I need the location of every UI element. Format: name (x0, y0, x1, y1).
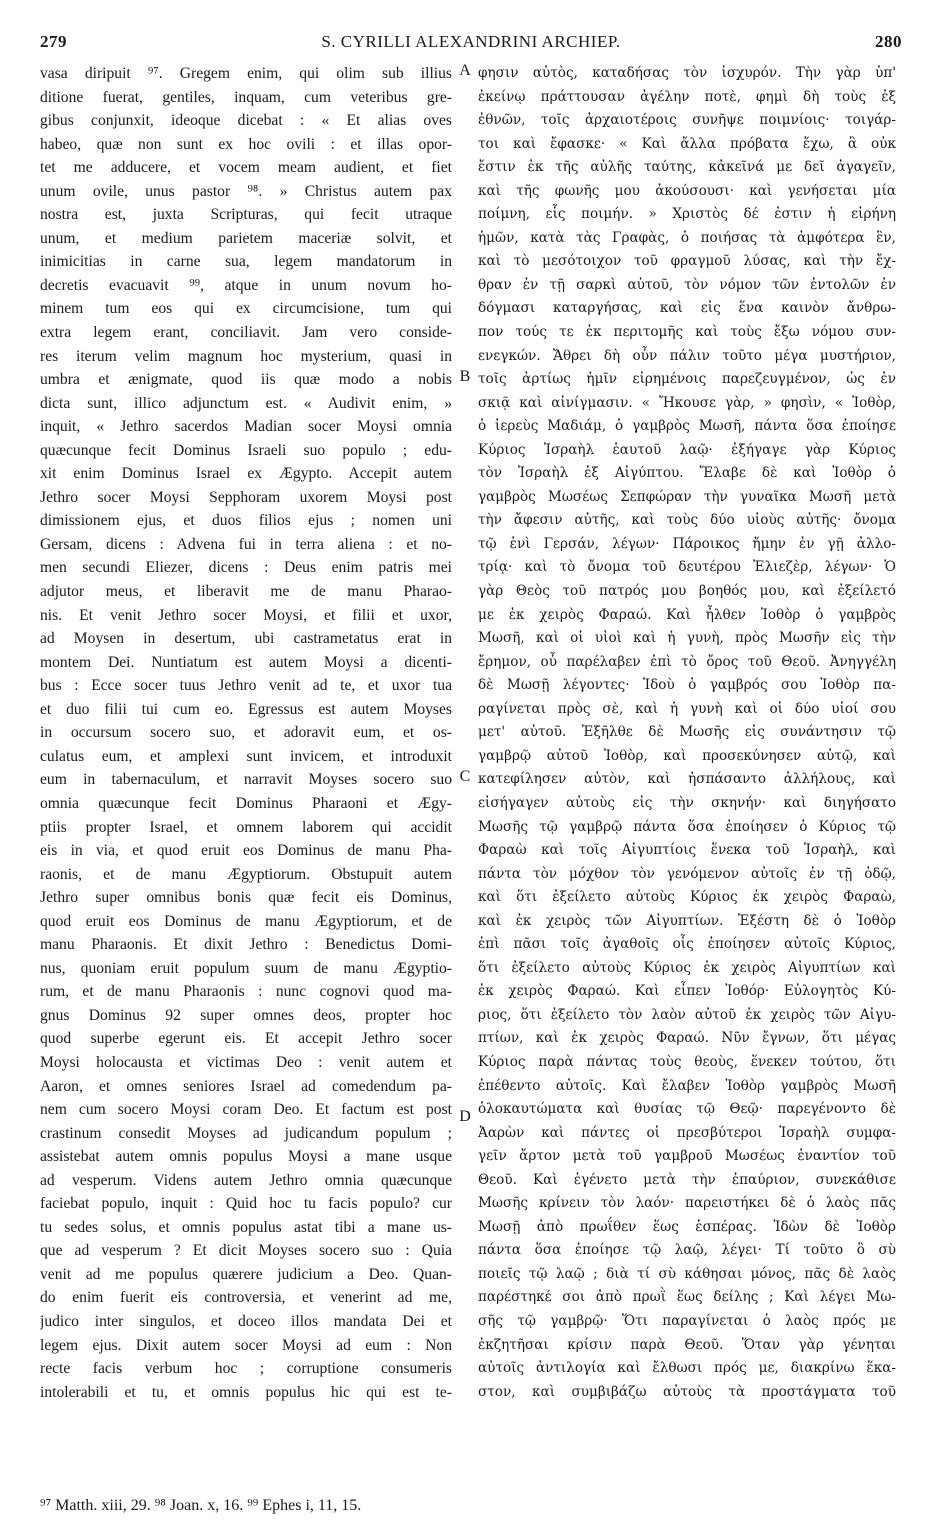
latin-text-line: men secundi Eliezer, dicens : Deus enim patris mei (40, 559, 452, 577)
latin-text-line: et duo filii tui cum eo. Egressus est autem Moyses (40, 700, 452, 718)
greek-text-line: κατεφίλησεν αὐτὸν, καὶ ἠσπάσαντο ἀλλήλους, καὶ (478, 771, 896, 788)
latin-text-line: eum in tabernaculum, et narravit Moyses socero suo (40, 771, 452, 789)
greek-text-line: ραγίνεται πρὸς σὲ, καὶ ἡ γυνὴ καὶ οἱ δύο υἱοί σου (478, 700, 896, 717)
greek-text-line: ἐκζητῆσαι κρίσιν παρὰ Θεοῦ. Ὅταν γὰρ γένηται (478, 1336, 896, 1353)
greek-text-line: φησιν αὐτὸς, καταδήσας τὸν ἰσχυρόν. Τὴν γὰρ ὑπ' (478, 65, 896, 81)
running-title: S. CYRILLI ALEXANDRINI ARCHIEP. (321, 32, 621, 51)
greek-text-line: πάντα τὸν μόχθον τὸν γενόμενον αὐτοῖς ἐν τῇ ὁδῷ, (478, 865, 896, 882)
greek-text-line: ποιεῖς τῷ λαῷ ; διὰ τί σὺ κάθησαι μόνος, πᾶς δὲ λαὸς (478, 1265, 896, 1282)
greek-text-line: δόγμασι καταργήσας, καὶ εἰς ἕνα καινὸν ἄνθρω- (478, 300, 896, 317)
greek-text-line: σκιᾷ καὶ αἰνίγμασιν. « Ἤκουσε γὰρ, » φησὶν, « Ἰοθὸρ, (478, 394, 896, 411)
greek-text-line: γαμβρῷ αὐτοῦ Ἰοθὸρ, καὶ προσεκύνησεν αὐτῷ, καὶ (478, 747, 896, 764)
latin-column (40, 62, 452, 1404)
latin-text-line: culatus eum, et amplexi sunt invicem, et introduxit (40, 747, 452, 765)
latin-text-line: manu Pharaonis. Et dixit Jethro : Benedictus Domi- (40, 936, 452, 954)
latin-text-line: raonis, et de manu Ægyptiorum. Obstupuit autem (40, 865, 452, 883)
greek-text-line: με ἐκ χειρὸς Φαραώ. Καὶ ἦλθεν Ἰοθὸρ ὁ γαμβρὸς (478, 606, 896, 623)
latin-text-line: crastinum consedit Moyses ad judicandum populum ; (40, 1124, 452, 1142)
greek-text-line: τὸν Ἰσραὴλ ἐξ Αἰγύπτου. Ἔλαβε δὲ καὶ Ἰοθὸρ ὁ (478, 465, 896, 482)
greek-text-line: καὶ ὅτι ἐξείλετο αὐτοὺς Κύριος ἐκ χειρὸς Φαραὼ, (478, 889, 896, 906)
greek-text-line: αὐτοῖς ἀντιλογία καὶ ἔλθωσι πρός με, διακρίνω ἕκα- (478, 1360, 896, 1377)
latin-text-line: quod superbe egerunt eis. Et accepit Jethro socer (40, 1030, 452, 1048)
greek-text-line: εἰσήγαγεν αὐτοὺς εἰς τὴν σκηνήν· καὶ διηγήσατο (478, 794, 896, 811)
latin-text-line: Jethro super omnibus bonis quæ fecit eis Dominus, (40, 889, 452, 907)
latin-text-line: omnia quæcunque fecit Dominus Pharaoni et Ægy- (40, 794, 452, 812)
latin-text-line: habeo, quæ non sunt ex hoc ovili : et illas opor- (40, 135, 452, 153)
greek-text-line: ἐπέθεντο αὐτοῖς. Καὶ ἔλαβεν Ἰοθὸρ γαμβρὸς Μωσῆ (478, 1077, 896, 1094)
greek-text-line: Κύριος παρὰ πάντας τοὺς θεοὺς, ἕνεκεν τούτου, ὅτι (478, 1053, 896, 1070)
greek-text-line: ἐθνῶν, τοῖς ἀρχαιοτέροις συνῆψε ποιμνίοις· τοιγάρ- (478, 112, 896, 129)
greek-text-line: θραν ἐν τῇ σαρκὶ αὐτοῦ, τὸν νόμον τῶν ἐντολῶν ἐν (478, 276, 896, 293)
greek-text-line: ἔστιν ἐκ τῆς αὐλῆς ταύτης, κἀκεῖνά με δεῖ ἀγαγεῖν, (478, 159, 896, 176)
latin-text-line: rum, et de manu Pharaonis : nunc cognovi quod ma- (40, 983, 452, 1001)
latin-text-line: adjutor meus, et liberavit me de manu Pharao- (40, 583, 452, 601)
latin-text-line: vasa diripuit ⁹⁷. Gregem enim, qui olim sub illius (40, 65, 452, 82)
greek-text-line: ὅτι ἐξείλετο αὐτοὺς Κύριος ἐκ χειρὸς Αἰγυπτίων καὶ (478, 959, 896, 976)
page-number-left: 279 (40, 32, 67, 51)
greek-text-line: Μωσῆς τῷ γαμβρῷ πάντα ὅσα ἐποίησεν ὁ Κύριος τῷ (478, 818, 896, 835)
greek-text-line: καὶ τῆς φωνῆς μου ἀκούσουσι· καὶ γενήσεται μία (478, 182, 896, 199)
greek-text-line: ἐπὶ πᾶσι τοῖς ἀγαθοῖς οἷς ἐποίησεν αὐτοῖς Κύριος, (478, 936, 896, 953)
latin-text-line: Moysi holocausta et victimas Deo : venit autem et (40, 1053, 452, 1071)
greek-text-line: γεῖν ἄρτον μετὰ τοῦ γαμβροῦ Μωσέως ἐναντίον τοῦ (478, 1148, 896, 1165)
section-marker-b: B (459, 368, 471, 385)
greek-text-line: μετ' αὐτοῦ. Ἐξῆλθε δὲ Μωσῆς εἰς συνάντησιν τῷ (478, 724, 896, 741)
latin-text-line: decretis evacuavit ⁹⁹, atque in unum novum ho- (40, 276, 452, 294)
greek-text-line: Ἀαρὼν καὶ πάντες οἱ πρεσβύτεροι Ἰσραὴλ συμφα- (478, 1124, 896, 1141)
section-marker-d: D (459, 1108, 471, 1125)
latin-text-line: umbra et ænigmate, quod iis quæ modo a nobis (40, 371, 452, 389)
latin-text-line: tet me adducere, et vocem meam audient, et fiet (40, 159, 452, 177)
latin-text-line: inquit, « Jethro sacerdos Madian socer Moysi omnia (40, 418, 452, 436)
latin-text-line: dicta sunt, illico adjunctum est. « Audivit enim, » (40, 394, 452, 412)
greek-text-line: γαμβρὸς Μωσέως Σεπφώραν τὴν γυναῖκα Μωσῆ μετὰ (478, 488, 896, 505)
section-marker-a: A (459, 62, 471, 79)
latin-text-line: Gersam, dicens : Advena fui in terra aliena : et no- (40, 535, 452, 553)
greek-text-line: τοῖς ἀρτίως ἡμῖν εἰρημένοις παρεζευγμένον, ὡς ἐν (478, 371, 896, 388)
latin-text-line: xit enim Dominus Israel ex Ægypto. Accepit autem (40, 465, 452, 483)
latin-text-line: que ad vesperum ? Et dicit Moyses socero suo : Quia (40, 1242, 452, 1260)
latin-text-line: extra legem erant, conciliavit. Jam vero conside- (40, 324, 452, 342)
latin-text-line: dimissionem ejus, et duos filios ejus ; nomen uni (40, 512, 452, 530)
greek-text-line: Μωσῇ ἀπὸ πρωΐθεν ἕως ἑσπέρας. Ἰδὼν δὲ Ἰοθὸρ (478, 1218, 896, 1235)
greek-text-line: στον, καὶ συμβιβάζω αὐτοὺς τὰ προστάγματα τοῦ (478, 1383, 896, 1400)
latin-text-line: quod eruit eos Dominus de manu Ægyptiorum, et de (40, 912, 452, 930)
greek-text-line: ἐκ χειρὸς Φαραώ. Καὶ εἶπεν Ἰοθόρ· Εὐλογητὸς Κύ- (478, 983, 896, 1000)
greek-text-line: ενεγκών. Ἄθρει δὴ οὖν πάλιν τοῦτο μέγα μυστήριον, (478, 347, 896, 364)
greek-text-line: ἔρημον, οὗ παρέλαβεν ἐπὶ τὸ ὄρος τοῦ Θεοῦ. Ἀνηγγέλη (478, 653, 896, 670)
greek-text-line: τὴν ἄφεσιν αὐτῆς, καὶ τοὺς δύο υἱοὺς αὐτῆς· ὄνομα (478, 512, 896, 529)
latin-text-line: assistebat autem omnis populus Moysi a mane usque (40, 1148, 452, 1166)
greek-text-line: ὁ ἱερεὺς Μαδιάμ, ὁ γαμβρὸς Μωσῆ, πάντα ὅσα ἐποίησε (478, 418, 896, 435)
latin-text-line: Jethro socer Moysi Sepphoram uxorem Moysi post (40, 488, 452, 506)
latin-text-line: legem ejus. Dixit autem socer Moysi ad eum : Non (40, 1336, 452, 1354)
greek-text-line: παρέστηκέ σοι ἀπὸ πρωῒ ἕως δείλης ; Καὶ λέγει Μω- (478, 1289, 896, 1306)
greek-text-line: πάντα ὅσα ἐποίησε τῷ λαῷ, λέγει· Τί τοῦτο ὃ σὺ (478, 1242, 896, 1259)
latin-text-line: unum ovile, unus pastor ⁹⁸. » Christus autem pax (40, 182, 452, 200)
greek-text-line: τῷ ἑνὶ Γερσάν, λέγων· Πάροικος ἤμην ἐν γῇ ἀλλο- (478, 535, 896, 552)
latin-text-line: faciebat populo, inquit : Quid hoc tu facis populo? cur (40, 1195, 452, 1213)
latin-text-line: intolerabili et tu, et omnis populus hic qui est te- (40, 1383, 452, 1401)
latin-text-line: ad Moysen in desertum, ubi castrametatus erat in (40, 630, 452, 648)
greek-text-line: καὶ ἐκ χειρὸς τῶν Αἰγυπτίων. Ἐξέστη δὲ ὁ Ἰοθὸρ (478, 912, 896, 929)
greek-text-line: πον τούς τε ἐκ περιτομῆς καὶ τοὺς ἔξω νόμου συν- (478, 324, 896, 341)
latin-text-line: ditione fuerat, gentiles, inquam, cum veteribus gre- (40, 88, 452, 106)
section-marker-c: C (459, 768, 471, 785)
latin-text-line: gnus Dominus 92 super omnes deos, propter hoc (40, 1006, 452, 1024)
greek-text-line: Φαραὼ καὶ τοῖς Αἰγυπτίοις ἕνεκα τοῦ Ἰσραὴλ, καὶ (478, 842, 896, 859)
greek-text-line: Κύριος Ἰσραὴλ ἑαυτοῦ λαῷ· ἐξήγαγε γὰρ Κύριος (478, 441, 896, 458)
latin-text-line: unum, et medium parietem maceriæ solvit, et (40, 229, 452, 247)
latin-text-line: nem cum socero Moysi coram Deo. Et factum est post (40, 1101, 452, 1119)
footnotes: ⁹⁷ Matth. xiii, 29. ⁹⁸ Joan. x, 16. ⁹⁹ Ephes i, 11, 15. (40, 1497, 362, 1514)
latin-text-line: quæcunque fecit Dominus Israeli suo populo ; edu- (40, 441, 452, 459)
latin-text-line: montem Dei. Nuntiatum est autem Moysi a dicenti- (40, 653, 452, 671)
greek-text-line: τοι καὶ ἔφασκε· « Καὶ ἄλλα πρόβατα ἔχω, ἃ οὐκ (478, 135, 896, 152)
greek-text-line: ἡμῶν, κατὰ τὰς Γραφὰς, ὁ ποιήσας τὰ ἀμφότερα ἓν, (478, 229, 896, 246)
latin-text-line: inimicitias in carne sua, legem mandatorum in (40, 253, 452, 271)
latin-text-line: nis. Et venit Jethro socer Moysi, et filii et uxor, (40, 606, 452, 624)
latin-text-line: nus, quoniam eruit populum suum de manu Ægyptio- (40, 959, 452, 977)
page-header (40, 32, 902, 58)
latin-text-line: eis in via, et quod eruit eos Dominus de manu Pha- (40, 842, 452, 860)
greek-text-line: ὁλοκαυτώματα καὶ θυσίας τῷ Θεῷ· παρεγένοντο δὲ (478, 1101, 896, 1118)
latin-text-line: gibus conjunxit, ideoque dicebat : « Et alias oves (40, 112, 452, 130)
greek-text-line: Μωσῆς κρίνειν τὸν λαόν· παρειστήκει δὲ ὁ λαὸς πᾶς (478, 1195, 896, 1212)
greek-text-line: δὲ Μωσῇ λέγοντες· Ἰδοὺ ὁ γαμβρός σου Ἰοθὸρ πα- (478, 677, 896, 694)
latin-text-line: ad vesperum. Videns autem Jethro omnia quæcunque (40, 1171, 452, 1189)
latin-text-line: Aaron, et omnes seniores Israel ad comedendum pa- (40, 1077, 452, 1095)
latin-text-line: do enim fuerit eis controversia, et venerint ad me, (40, 1289, 452, 1307)
latin-text-line: ptiis propter Israel, et omnem laborem qui accidit (40, 818, 452, 836)
greek-text-line: Μωσῆ, καὶ οἱ υἱοὶ καὶ ἡ γυνὴ, πρὸς Μωσῆν εἰς τὴν (478, 630, 896, 647)
latin-text-line: tu sedes solus, et omnis populus astat tibi a mane us- (40, 1218, 452, 1236)
greek-text-line: ποίμνη, εἷς ποιμήν. » Χριστὸς δέ ἐστιν ἡ εἰρήνη (478, 206, 896, 223)
latin-text-line: judico inter singulos, et doceo illos mandata Dei et (40, 1312, 452, 1330)
page-number-right: 280 (875, 32, 902, 51)
greek-text-line: σῆς τῷ γαμβρῷ· Ὅτι παραγίνεται ὁ λαὸς πρός με (478, 1312, 896, 1329)
latin-text-line: minem tum eos qui ex circumcisione, tum qui (40, 300, 452, 318)
latin-text-line: venit ad me populus quærere judicium a Deo. Quan- (40, 1265, 452, 1283)
latin-text-line: in occursum socero suo, et adoravit eum, et os- (40, 724, 452, 742)
latin-text-line: nostra est, juxta Scripturas, qui fecit utraque (40, 206, 452, 224)
greek-column (478, 62, 896, 1404)
greek-text-line: ἐκείνῳ πράττουσαν ἀγέλην ποτὲ, φημὶ δὴ τοὺς ἐξ (478, 88, 896, 105)
latin-text-line: recte facis verbum hoc ; corruptione consumeris (40, 1360, 452, 1378)
greek-text-line: καὶ τὸ μεσότοιχον τοῦ φραγμοῦ λύσας, καὶ τὴν ἔχ- (478, 253, 896, 270)
greek-text-line: Θεοῦ. Καὶ ἐγένετο μετὰ τὴν ἐπαύριον, συνεκάθισε (478, 1171, 896, 1188)
greek-text-line: τρίᾳ· καὶ τὸ ὄνομα τοῦ δευτέρου Ἐλιεζὲρ, λέγων· Ὁ (478, 559, 896, 576)
latin-text-line: res iterum velim magnum hoc mysterium, quasi in (40, 347, 452, 365)
greek-text-line: πτίων, καὶ ἐκ χειρὸς Φαραώ. Νῦν ἔγνων, ὅτι μέγας (478, 1030, 896, 1047)
greek-text-line: γὰρ Θεὸς τοῦ πατρός μου βοηθός μου, καὶ ἐξείλετό (478, 583, 896, 600)
latin-text-line: bus : Ecce socer tuus Jethro venit ad te, et uxor tua (40, 677, 452, 695)
greek-text-line: ριος, ὅτι ἐξείλετο τὸν λαὸν αὐτοῦ ἐκ χειρὸς τῶν Αἰγυ- (478, 1006, 896, 1023)
